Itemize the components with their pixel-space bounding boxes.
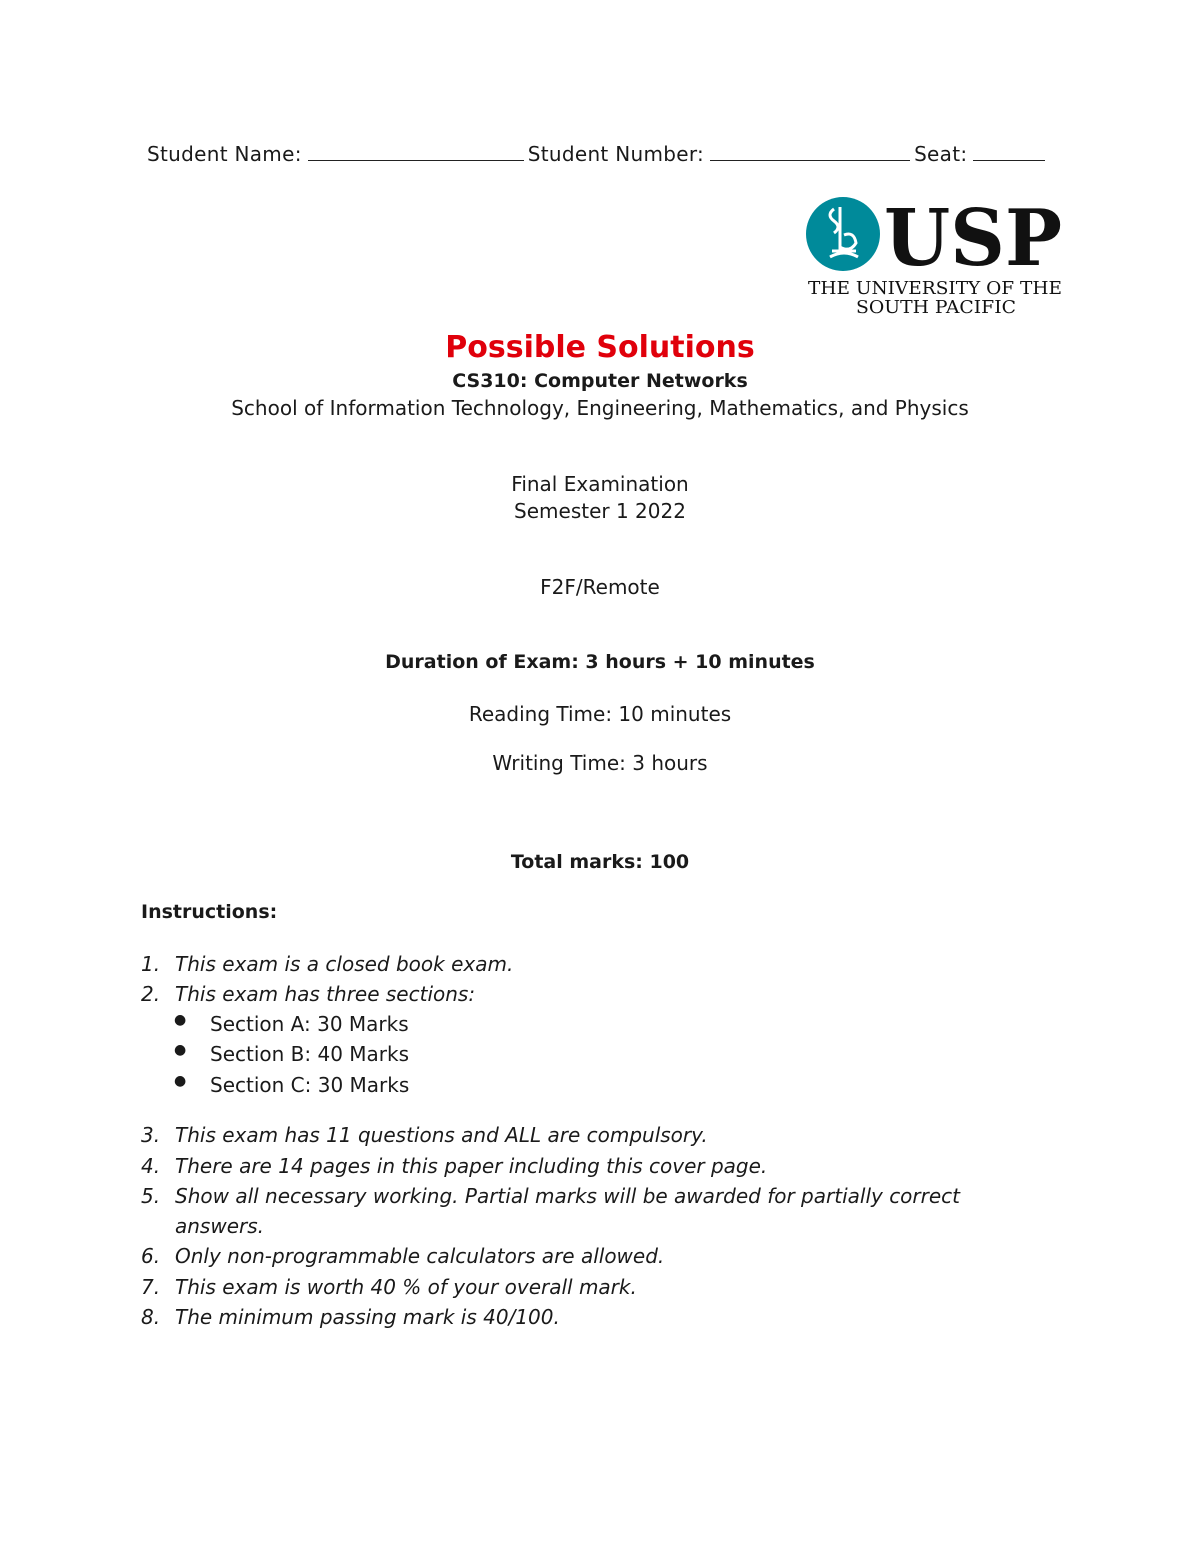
seat-blank [973, 159, 1045, 161]
instruction-number: 6. [141, 1244, 161, 1268]
instruction-number: 3. [141, 1123, 161, 1147]
instruction-number: 4. [141, 1154, 161, 1178]
reading-time: Reading Time: 10 minutes [468, 702, 732, 726]
section-text: Section B: 40 Marks [210, 1042, 410, 1066]
writing-time: Writing Time: 3 hours [492, 751, 708, 775]
instruction-number: 2. [141, 982, 161, 1006]
instruction-text: Show all necessary working. Partial marks will be awarded for partially correct [175, 1184, 961, 1208]
instruction-number: 8. [141, 1305, 161, 1329]
instruction-item-8 [0, 1305, 1200, 1335]
student-number-label: Student Number: [527, 142, 705, 166]
section-bullet-a [0, 1012, 1200, 1042]
course-name: CS310: Computer Networks [452, 370, 748, 392]
instruction-number: 7. [141, 1275, 161, 1299]
instruction-item-1 [0, 952, 1200, 982]
instruction-item-7 [0, 1275, 1200, 1305]
section-bullet-b [0, 1042, 1200, 1072]
instruction-item-5 [0, 1184, 1200, 1244]
section-bullet-c [0, 1073, 1200, 1103]
instruction-item-4 [0, 1154, 1200, 1184]
usp-logo [804, 195, 1066, 317]
instruction-text: This exam has 11 questions and ALL are compulsory. [175, 1123, 708, 1147]
usp-wordmark: USP [884, 195, 1062, 284]
instruction-item-6 [0, 1244, 1200, 1274]
usp-emblem-icon [806, 197, 880, 271]
logo-line-1: THE UNIVERSITY OF THE [808, 278, 1062, 299]
student-name-label: Student Name: [147, 142, 302, 166]
student-number-blank [710, 159, 910, 161]
logo-line-2: SOUTH PACIFIC [856, 297, 1016, 317]
school-name: School of Information Technology, Engineering, Mathematics, and Physics [231, 396, 969, 420]
instructions-heading: Instructions: [141, 901, 278, 923]
student-details-row [147, 142, 1049, 166]
instruction-item-2 [0, 982, 1200, 1012]
instruction-item-3 [0, 1123, 1200, 1153]
student-name-blank [308, 159, 524, 161]
instruction-text: The minimum passing mark is 40/100. [175, 1305, 560, 1329]
semester: Semester 1 2022 [514, 499, 686, 523]
total-marks: Total marks: 100 [510, 851, 690, 873]
page-title: Possible Solutions [445, 330, 755, 365]
section-text: Section A: 30 Marks [210, 1012, 409, 1036]
instruction-number: 5. [141, 1184, 161, 1208]
seat-label: Seat: [914, 142, 968, 166]
bullet-icon: ● [174, 1012, 187, 1028]
exam-duration: Duration of Exam: 3 hours + 10 minutes [385, 651, 815, 673]
bullet-icon: ● [174, 1042, 187, 1058]
section-text: Section C: 30 Marks [210, 1073, 410, 1097]
instruction-text: Only non-programmable calculators are allowed. [175, 1244, 665, 1268]
instruction-text: There are 14 pages in this paper including this cover page. [175, 1154, 768, 1178]
instruction-text: This exam has three sections: [175, 982, 476, 1006]
instruction-text: This exam is a closed book exam. [175, 952, 514, 976]
exam-type: Final Examination [511, 472, 689, 496]
exam-mode: F2F/Remote [540, 575, 660, 599]
bullet-icon: ● [174, 1073, 187, 1089]
instruction-text: This exam is worth 40 % of your overall mark. [175, 1275, 637, 1299]
instruction-text-continued: answers. [175, 1214, 265, 1238]
instruction-number: 1. [141, 952, 161, 976]
